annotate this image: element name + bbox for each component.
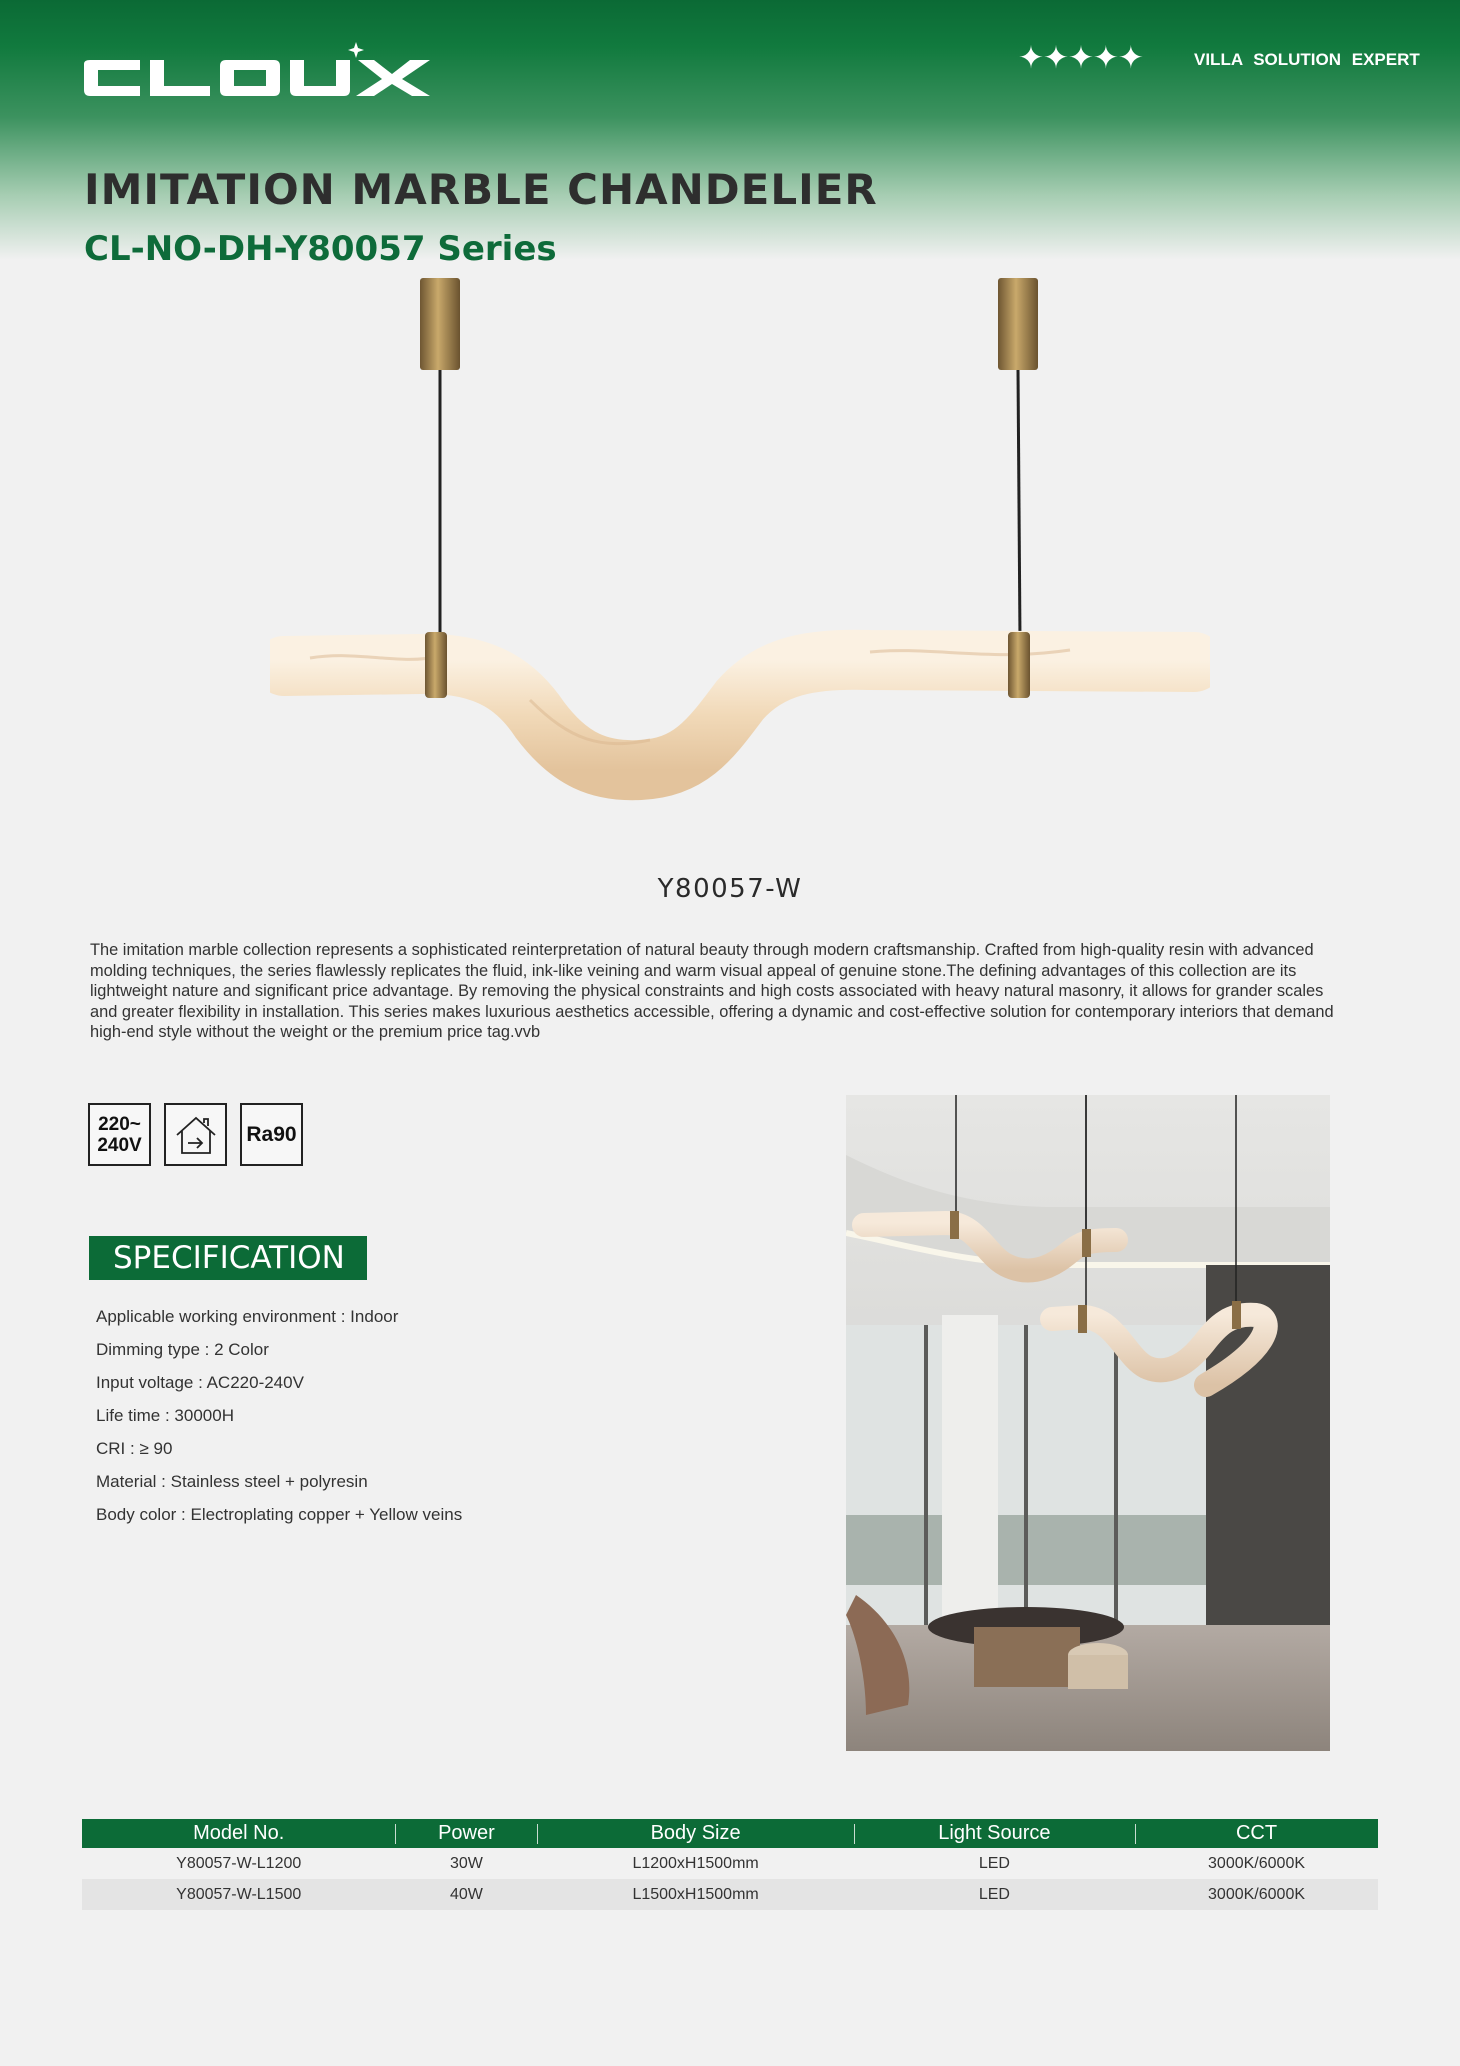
spec-item: Body color : Electroplating copper + Yellow veins: [96, 1505, 463, 1524]
table-cell: LED: [854, 1879, 1135, 1910]
specification-list: [96, 1300, 462, 1531]
table-header-model: Model No.: [82, 1819, 395, 1848]
cri-badge: [240, 1103, 303, 1166]
page-title: IMITATION MARBLE CHANDELIER: [84, 165, 878, 214]
model-spec-table: [82, 1819, 1378, 1910]
chandelier-product-image: [270, 270, 1210, 830]
table-cell: 3000K/6000K: [1208, 1855, 1306, 1872]
feature-badges: [88, 1103, 303, 1166]
table-row: [82, 1848, 1378, 1879]
model-caption: Y80057-W: [657, 874, 803, 904]
indoor-house-icon: [164, 1103, 227, 1166]
table-cell: Y80057-W-L1500: [82, 1879, 395, 1910]
spec-item: Applicable working environment : Indoor: [96, 1307, 399, 1326]
table-cell: LED: [978, 1855, 1010, 1872]
voltage-badge-line2: 240V: [97, 1134, 142, 1156]
table-header-row: [82, 1819, 1378, 1848]
series-title: CL-NO-DH-Y80057 Series: [84, 229, 557, 269]
table-header-light-source: Light Source: [854, 1819, 1135, 1848]
spec-item: Life time : 30000H: [96, 1406, 234, 1425]
spec-item: Input voltage : AC220-240V: [96, 1373, 304, 1392]
table-cell: 3000K/6000K: [1135, 1879, 1378, 1910]
brand-tagline: VILLA SOLUTION EXPERT: [1194, 50, 1420, 69]
brand-logo: [84, 40, 436, 106]
spec-item: Dimming type : 2 Color: [96, 1340, 269, 1359]
table-cell: Y80057-W-L1200: [176, 1855, 302, 1872]
table-header-power: Power: [395, 1819, 537, 1848]
specification-heading: SPECIFICATION: [89, 1236, 367, 1280]
table-cell: L1500xH1500mm: [537, 1879, 853, 1910]
table-cell: 40W: [395, 1879, 537, 1910]
voltage-badge: [88, 1103, 151, 1166]
cri-badge-label: Ra90: [246, 1122, 297, 1146]
header-band: [0, 0, 1460, 260]
table-row: [82, 1879, 1378, 1910]
table-cell: L1200xH1500mm: [632, 1855, 759, 1872]
table-cell: 30W: [449, 1855, 483, 1872]
product-description: The imitation marble collection represents a sophisticated reinterpretation of natural beauty through modern craftsmanship. Crafted from high-quality resin with advanced molding techniques, the series flawlessly replicates the fluid, ink-like veining and warm visual appeal of genuine stone.The defining advantages of this collection are its lightweight nature and significant price advantage. By removing the physical constraints and high costs associated with heavy natural masonry, it allows for grander scales and greater flexibility in installation. This series makes luxurious aesthetics accessible, offering a dynamic and cost-effective solution for contemporary interiors that demand high-end style without the weight or the premium price tag.vvb: [90, 941, 1334, 1042]
table-header-cct: CCT: [1135, 1819, 1378, 1848]
spec-item: Material : Stainless steel + polyresin: [96, 1472, 368, 1491]
voltage-badge-line1: 220~: [98, 1113, 141, 1135]
spec-item: CRI : ≥ 90: [96, 1439, 173, 1458]
room-scene-image: [846, 1095, 1330, 1751]
table-header-body-size: Body Size: [537, 1819, 853, 1848]
rating-stars: ✦✦✦✦✦: [1018, 40, 1143, 76]
